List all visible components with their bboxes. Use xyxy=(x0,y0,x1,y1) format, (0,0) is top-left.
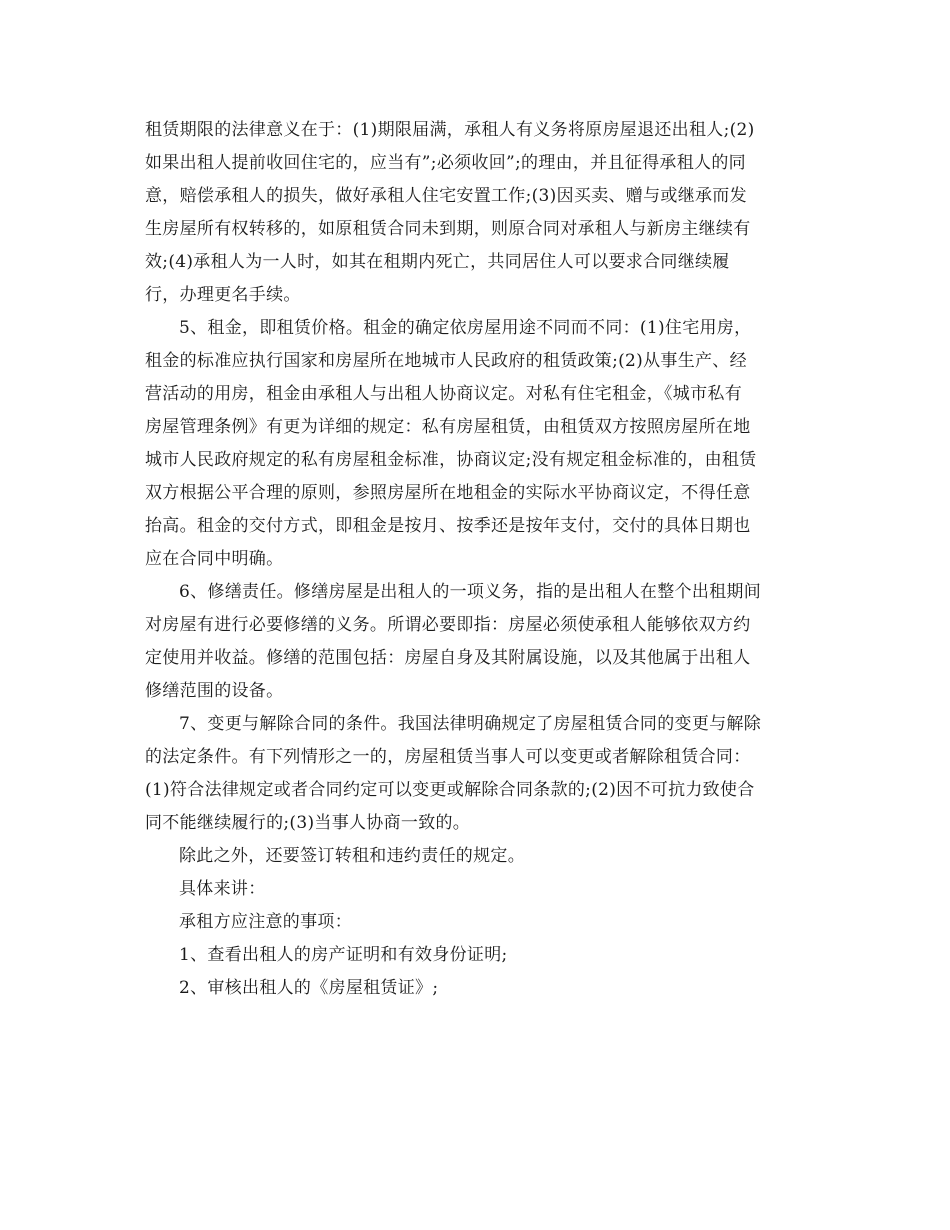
text-line: 应在合同中明确。 xyxy=(145,549,284,569)
text-line: 对房屋有进行必要修缮的义务。所谓必要即指：房屋必须使承租人能够依双方约 xyxy=(145,615,751,635)
paragraph-start-line: 具体来讲： xyxy=(179,879,266,899)
text-line: 如果出租人提前收回住宅的，应当有”;必须收回”;的理由，并且征得承租人的同 xyxy=(145,153,746,173)
text-line: 修缮范围的设备。 xyxy=(145,681,284,701)
text-line: 定使用并收益。修缮的范围包括：房屋自身及其附属设施，以及其他属于出租人 xyxy=(145,648,751,668)
text-line: 双方根据公平合理的原则，参照房屋所在地租金的实际水平协商议定，不得任意 xyxy=(145,483,751,503)
text-line: 营活动的用房，租金由承租人与出租人协商议定。对私有住宅租金，《城市私有 xyxy=(145,384,742,404)
paragraph-start-line: 承租方应注意的事项： xyxy=(179,912,352,932)
list-item-line: 1、查看出租人的房产证明和有效身份证明; xyxy=(179,945,508,965)
text-line: 租赁期限的法律意义在于：(1)期限届满，承租人有义务将原房屋退还出租人;(2) xyxy=(145,120,755,140)
text-line: 的法定条件。有下列情形之一的，房屋租赁当事人可以变更或者解除租赁合同： xyxy=(145,747,751,767)
text-line: 生房屋所有权转移的，如原租赁合同未到期，则原合同对承租人与新房主继续有 xyxy=(145,219,751,239)
text-line: 意，赔偿承租人的损失，做好承租人住宅安置工作;(3)因买卖、赠与或继承而发 xyxy=(145,186,747,206)
paragraph-start-line: 除此之外，还要签订转租和违约责任的规定。 xyxy=(179,846,525,866)
text-line: 同不能继续履行的;(3)当事人协商一致的。 xyxy=(145,813,471,833)
text-line: 城市人民政府规定的私有房屋租金标准，协商议定;没有规定租金标准的，由租赁 xyxy=(145,450,757,470)
paragraph-start-line: 6、修缮责任。修缮房屋是出租人的一项义务，指的是出租人在整个出租期间 xyxy=(179,582,762,602)
document-body xyxy=(145,114,810,1005)
text-line: 行，办理更名手续。 xyxy=(145,285,301,305)
paragraph-start-line: 7、变更与解除合同的条件。我国法律明确规定了房屋租赁合同的变更与解除 xyxy=(179,714,762,734)
text-line: 效;(4)承租人为一人时，如其在租期内死亡，共同居住人可以要求合同继续履 xyxy=(145,252,730,272)
text-line: 租金的标准应执行国家和房屋所在地城市人民政府的租赁政策;(2)从事生产、经 xyxy=(145,351,747,371)
text-line: 抬高。租金的交付方式，即租金是按月、按季还是按年支付，交付的具体日期也 xyxy=(145,516,751,536)
text-line: 房屋管理条例》有更为详细的规定：私有房屋租赁，由租赁双方按照房屋所在地 xyxy=(145,417,751,437)
text-line: (1)符合法律规定或者合同约定可以变更或解除合同条款的;(2)因不可抗力致使合 xyxy=(145,780,755,800)
list-item-line: 2、审核出租人的《房屋租赁证》; xyxy=(179,978,439,998)
paragraph-start-line: 5、租金，即租赁价格。租金的确定依房屋用途不同而不同：(1)住宅用房， xyxy=(179,318,752,338)
